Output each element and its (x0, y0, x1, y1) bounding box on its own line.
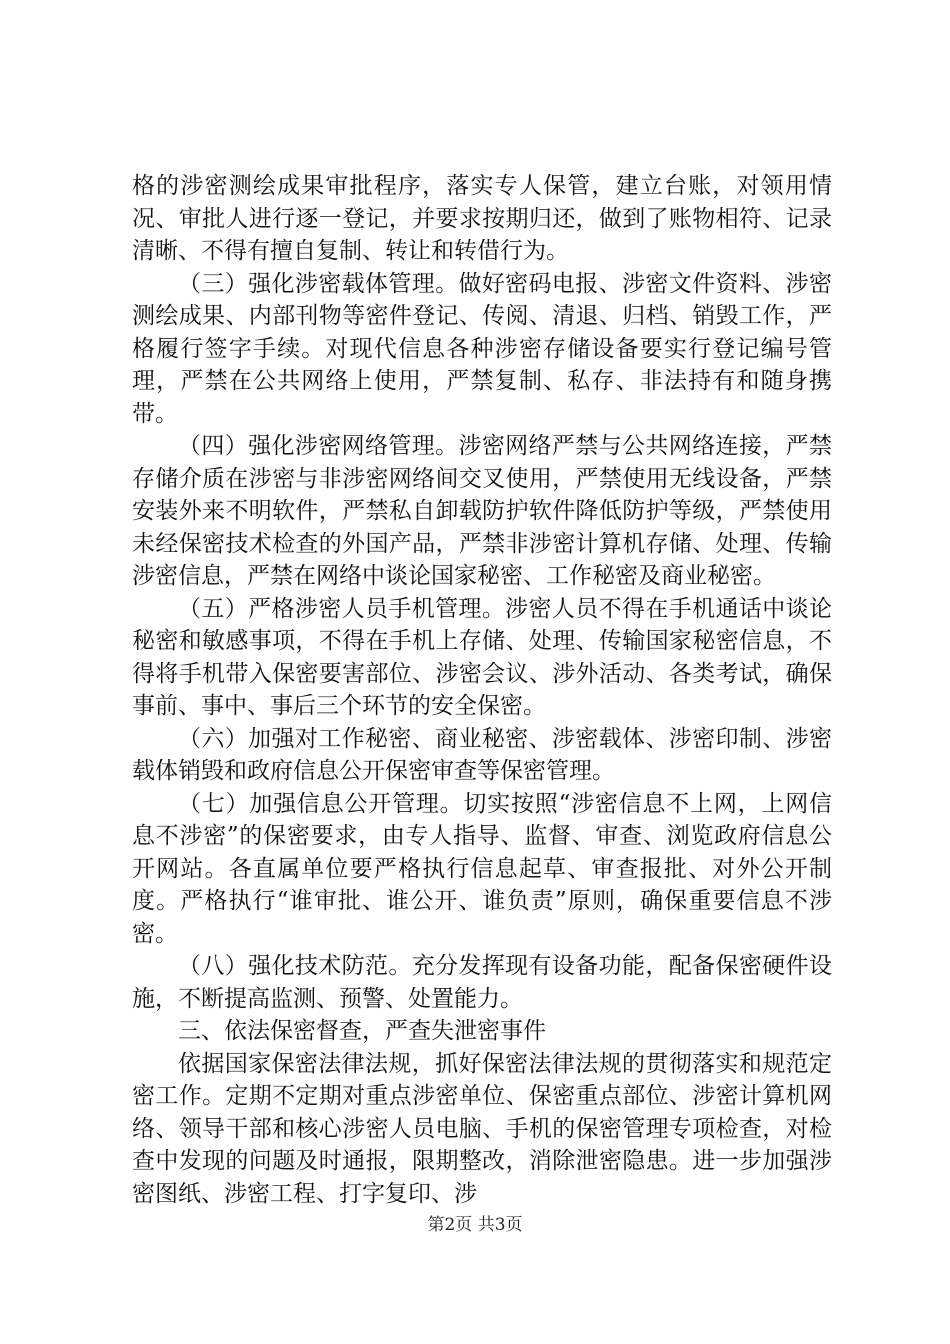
section-heading-supervision: 三、依法保密督查，严查失泄密事件 (178, 1018, 546, 1044)
page-number-footer: 第2页 共3页 (427, 1215, 523, 1235)
paragraph-network-management: （四）强化涉密网络管理。涉密网络严禁与公共网络连接，严禁存储介质在涉密与非涉密网络间交叉使用，严禁使用无线设备，严禁安装外来不明软件，严禁私自卸载防护软件降低防护等级，严禁使用未经保密技术检查的外国产品，严禁非涉密计算机存储、处理、传输涉密信息，严禁在网络中谈论国家秘密、工作秘密及商业秘密。 (132, 433, 832, 589)
paragraph-supervision: 依据国家保密法律法规，抓好保密法律法规的贯彻落实和规范定密工作。定期不定期对重点涉密单位、保密重点部位、涉密计算机网络、领导干部和核心涉密人员电脑、手机的保密管理专项检查，对检查中发现的问题及时通报，限期整改，消除泄密隐患。进一步加强涉密图纸、涉密工程、打字复印、涉 (132, 1050, 832, 1207)
document-body (132, 170, 832, 1210)
paragraph-info-disclosure: （七）加强信息公开管理。切实按照“涉密信息不上网，上网信息不涉密”的保密要求，由专人指导、监督、审查、浏览政府信息公开网站。各直属单位要严格执行信息起草、审查报批、对外公开制度。严格执行“谁审批、谁公开、谁负责”原则，确保重要信息不涉密。 (132, 790, 832, 947)
paragraph-approval-procedure: 格的涉密测绘成果审批程序，落实专人保管，建立台账，对领用情况、审批人进行逐一登记，并要求按期归还，做到了账物相符、记录清晰、不得有擅自复制、转让和转借行为。 (132, 173, 832, 264)
paragraph-carrier-management: （三）强化涉密载体管理。做好密码电报、涉密文件资料、涉密测绘成果、内部刊物等密件登记、传阅、清退、归档、销毁工作，严格履行签字手续。对现代信息各种涉密存储设备要实行登记编号管理，严禁在公共网络上使用，严禁复制、私存、非法持有和随身携带。 (132, 270, 832, 427)
paragraph-secret-review: （六）加强对工作秘密、商业秘密、涉密载体、涉密印制、涉密载体销毁和政府信息公开保密审查等保密管理。 (132, 725, 832, 784)
paragraph-phone-management: （五）严格涉密人员手机管理。涉密人员不得在手机通话中谈论秘密和敏感事项，不得在手机上存储、处理、传输国家秘密信息，不得将手机带入保密要害部位、涉密会议、涉外活动、各类考试，确保事前、事中、事后三个环节的安全保密。 (132, 595, 832, 719)
paragraph-technical-defense: （八）强化技术防范。充分发挥现有设备功能，配备保密硬件设施，不断提高监测、预警、处置能力。 (132, 953, 832, 1012)
